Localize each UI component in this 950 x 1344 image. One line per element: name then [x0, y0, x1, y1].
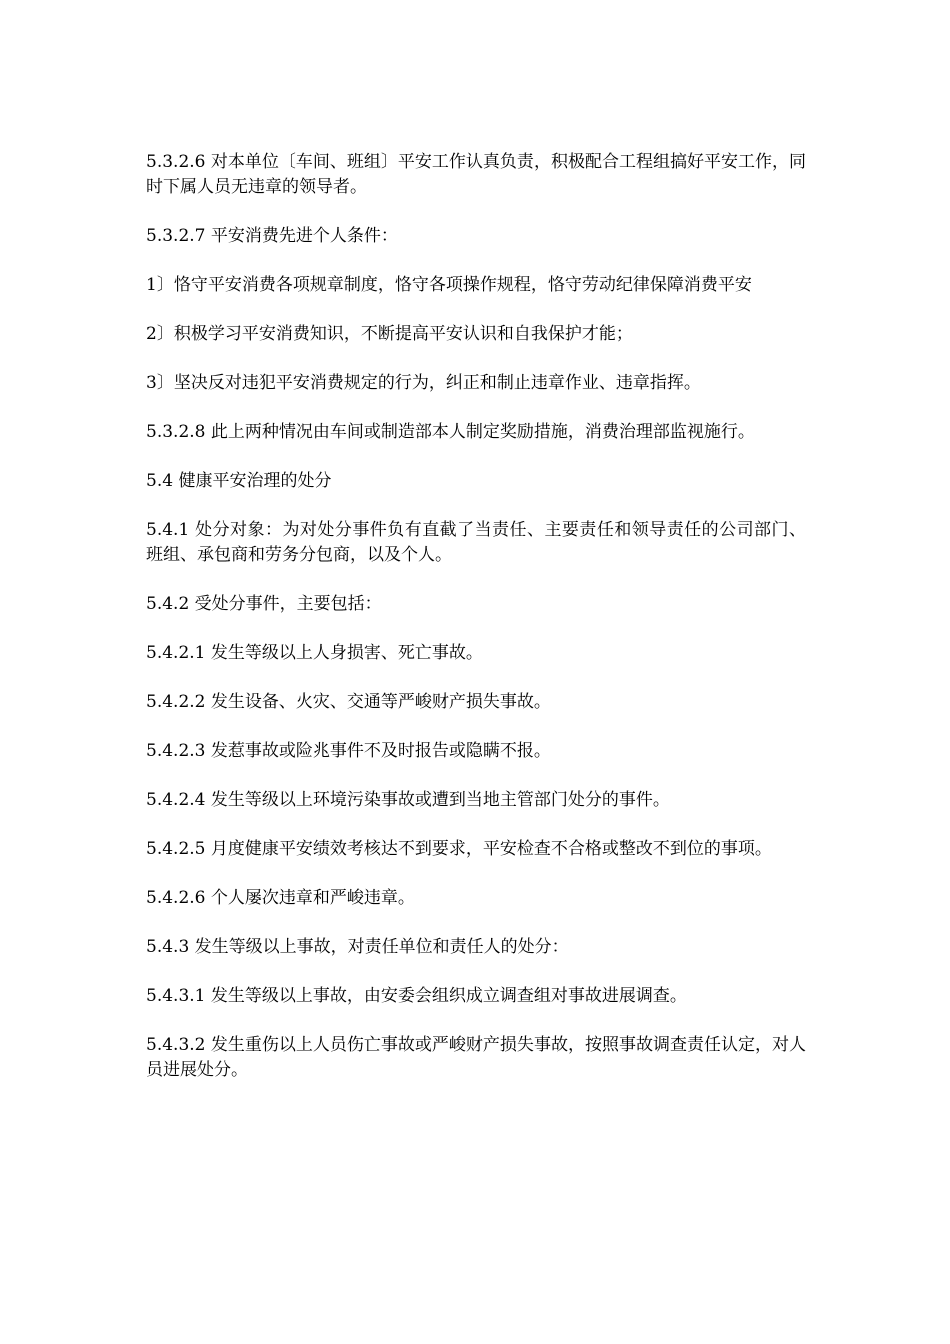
paragraph-5-4-2-1: 5.4.2.1 发生等级以上人身损害、死亡事故。 [146, 643, 483, 663]
paragraph-5-4-2-2: 5.4.2.2 发生设备、火灾、交通等严峻财产损失事故。 [146, 692, 551, 712]
paragraph-5-4-3: 5.4.3 发生等级以上事故，对责任单位和责任人的处分： [146, 937, 569, 957]
paragraph-5-4-2: 5.4.2 受处分事件，主要包括： [146, 594, 382, 614]
paragraph-5-4-1: 5.4.1 处分对象：为对处分事件负有直截了当责任、主要责任和领导责任的公司部门、班组、承包商和劳务分包商，以及个人。 [146, 520, 806, 565]
paragraph-5-3-2-7: 5.3.2.7 平安消费先进个人条件： [146, 226, 398, 246]
paragraph-5-4-3-2: 5.4.3.2 发生重伤以上人员伤亡事故或严峻财产损失事故，按照事故调查责任认定，对人员进展处分。 [146, 1035, 806, 1080]
list-item-3: 3〕坚决反对违犯平安消费规定的行为，纠正和制止违章作业、违章指挥。 [146, 373, 701, 393]
paragraph-5-3-2-6: 5.3.2.6 对本单位〔车间、班组〕平安工作认真负责，积极配合工程组搞好平安工作，同时下属人员无违章的领导者。 [146, 152, 806, 197]
paragraph-5-4-2-6: 5.4.2.6 个人屡次违章和严峻违章。 [146, 888, 415, 908]
paragraph-5-3-2-8: 5.3.2.8 此上两种情况由车间或制造部本人制定奖励措施，消费治理部监视施行。 [146, 422, 755, 442]
paragraph-5-4-2-4: 5.4.2.4 发生等级以上环境污染事故或遭到当地主管部门处分的事件。 [146, 790, 670, 810]
section-heading-5-4: 5.4 健康平安治理的处分 [146, 471, 332, 491]
paragraph-5-4-3-1: 5.4.3.1 发生等级以上事故，由安委会组织成立调查组对事故进展调查。 [146, 986, 687, 1006]
list-item-2: 2〕积极学习平安消费知识，不断提高平安认识和自我保护才能； [146, 324, 633, 344]
list-item-1: 1〕恪守平安消费各项规章制度，恪守各项操作规程，恪守劳动纪律保障消费平安 [146, 275, 752, 295]
document-body [146, 150, 806, 1107]
paragraph-5-4-2-5: 5.4.2.5 月度健康平安绩效考核达不到要求，平安检查不合格或整改不到位的事项。 [146, 839, 772, 859]
paragraph-5-4-2-3: 5.4.2.3 发惹事故或险兆事件不及时报告或隐瞒不报。 [146, 741, 551, 761]
